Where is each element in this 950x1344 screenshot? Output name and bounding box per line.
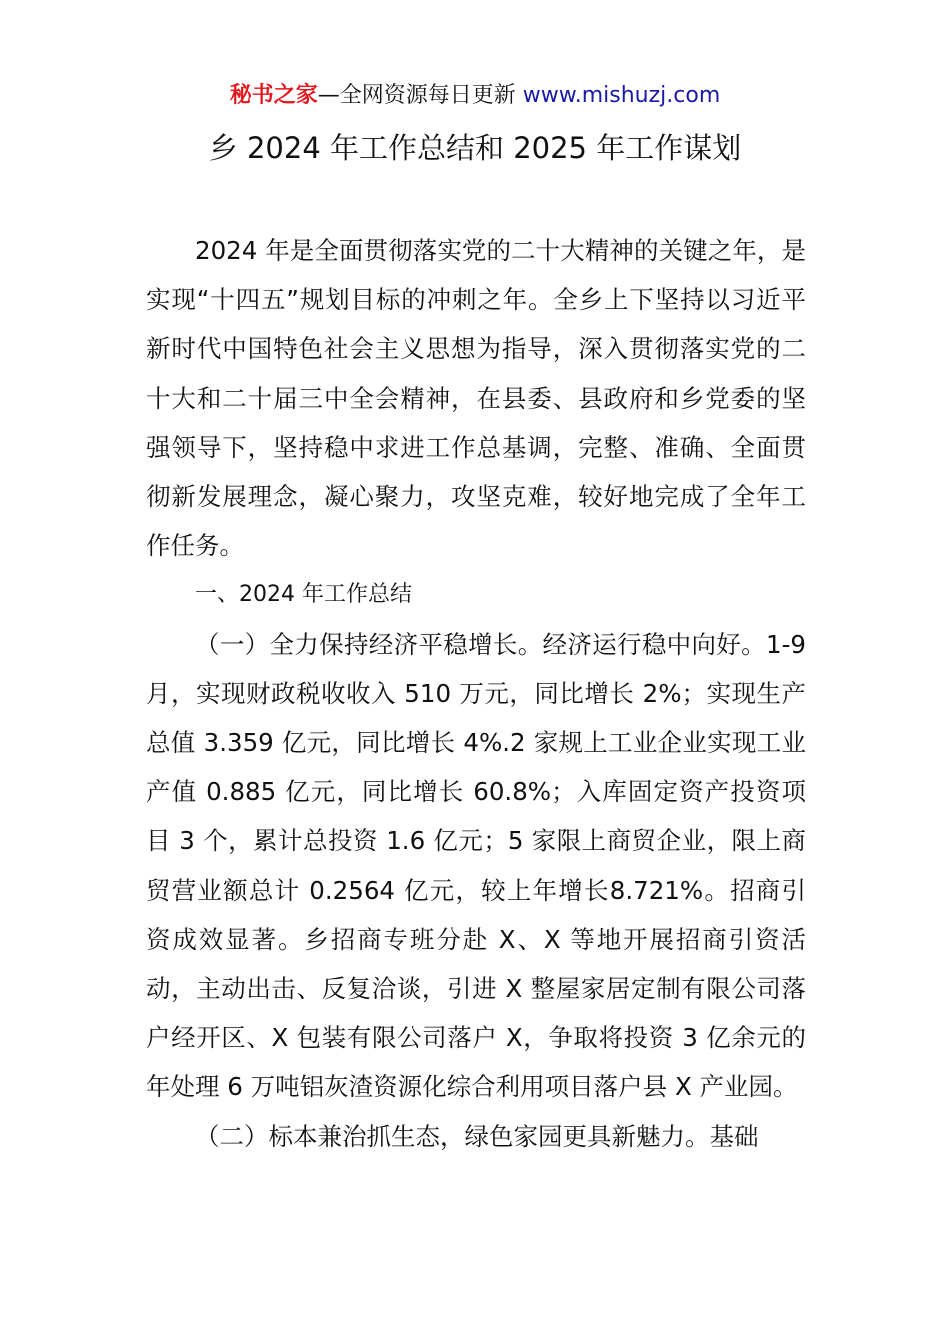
ecology-paragraph: （二）标本兼治抓生态，绿色家园更具新魅力。基础 [195, 1121, 759, 1151]
intro-paragraph: 2024 年是全面贯彻落实党的二十大精神的关键之年，是实现“十四五”规划目标的冲刺之年。全乡上下坚持以习近平新时代中国特色社会主义思想为指导，深入贯彻落实党的二十大和二十届三中全会精神，在县委、县政府和乡党委的坚强领导下，坚持稳中求进工作总基调，完整、准确、全面贯彻新发展理念，凝心聚力，攻坚克难，较好地完成了全年工作任务。 [146, 236, 806, 561]
site-header [0, 80, 950, 112]
section-heading: 一、2024 年工作总结 [195, 582, 412, 608]
document-body [146, 226, 806, 1161]
document-title: 乡 2024 年工作总结和 2025 年工作谋划 [208, 131, 742, 165]
header-tagline: —全网资源每日更新 [317, 83, 523, 108]
economy-paragraph: （一）全力保持经济平稳增长。经济运行稳中向好。1-9 月，实现财政税收收入 510 万元，同比增长 2%；实现生产总值 3.359 亿元，同比增长 4%.2 家规上工业企业实现工业产值 0.885 亿元，同比增长 60.8%；入库固定资产投资项目 3 个，累计总投资 1.6 亿元；5 家限上商贸企业，限上商贸营业额总计 0.2564 亿元，较上年增长8.721%。招商引资成效显著。乡招商专班分赴 X、X 等地开展招商引资活动，主动出击、反复洽谈，引进 X 整屋家居定制有限公司落户经开区、X 包装有限公司落户 X，争取将投资 3 亿余元的年处理 6 万吨铝灰渣资源化综合利用项目落户县 X 产业园。 [146, 629, 806, 1102]
brand-name: 秘书之家 [229, 83, 318, 108]
site-url-link[interactable]: www.mishuzj.com [522, 83, 721, 108]
